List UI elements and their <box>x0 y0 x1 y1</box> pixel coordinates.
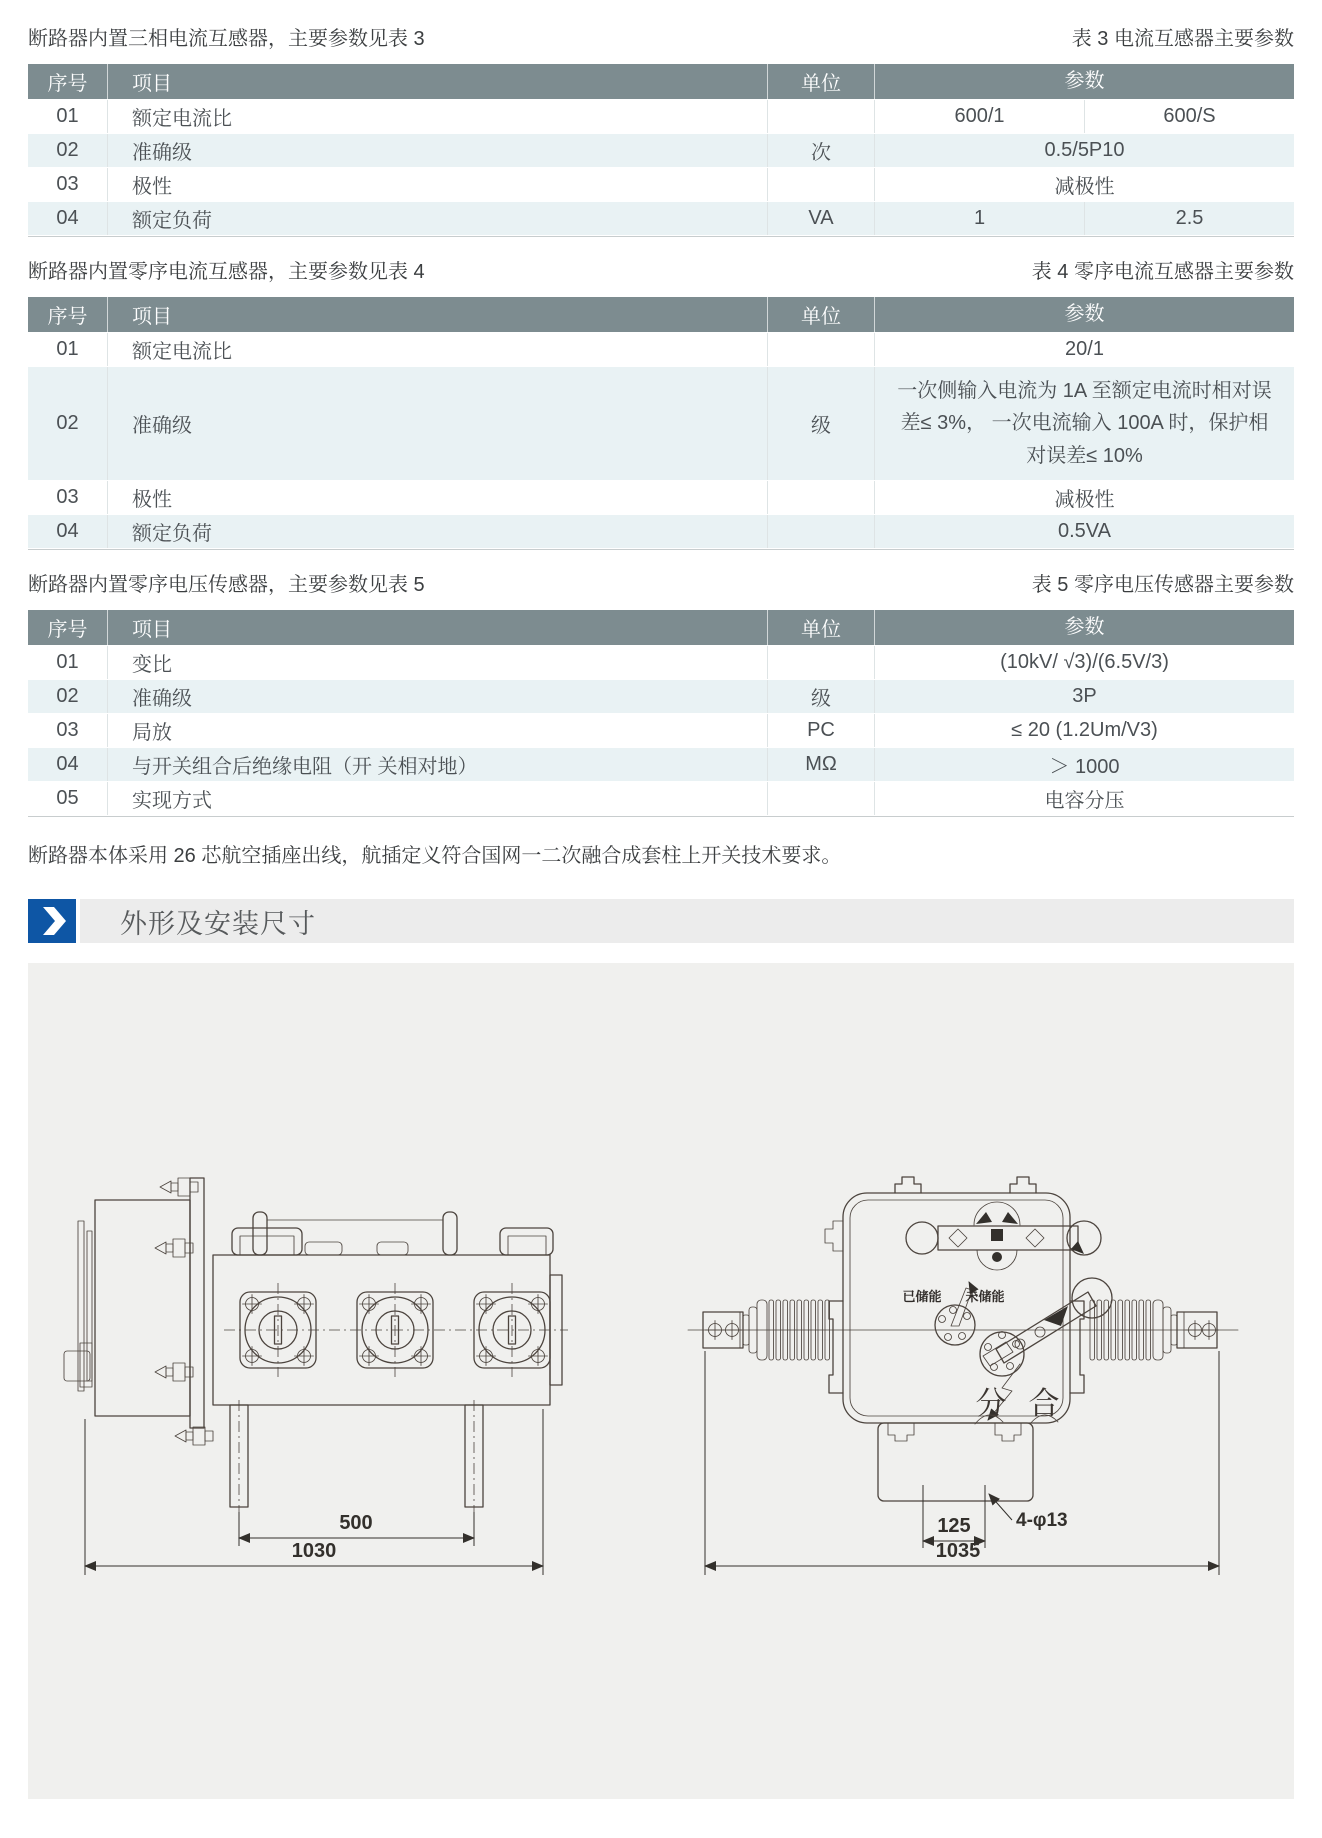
cell-item: 准确级 <box>107 680 767 713</box>
param-value: 2.5 <box>1084 202 1294 235</box>
section-title: 外形及安装尺寸 <box>120 908 316 939</box>
cell-index: 02 <box>56 412 79 435</box>
column-header: 项目 <box>107 64 767 99</box>
table-row <box>28 202 1294 236</box>
table-row <box>28 782 1294 816</box>
cell-item: 极性 <box>107 168 767 201</box>
cell-index: 01 <box>56 338 79 360</box>
param-value: 减极性 <box>1054 176 1115 198</box>
cell-index: 01 <box>56 105 79 127</box>
cell-item: 额定负荷 <box>107 515 767 548</box>
table4 <box>28 297 1294 550</box>
table3-caption-right: 表 3 电流互感器主要参数 <box>1071 28 1294 50</box>
cell-unit <box>767 100 874 133</box>
cell-unit <box>767 782 874 815</box>
table-row <box>28 646 1294 680</box>
dim-1035: 1035 <box>935 1540 981 1563</box>
cell-unit: PC <box>767 714 874 747</box>
table-row <box>28 481 1294 515</box>
param-value: ≤ 20 (1.2Um/V3) <box>1011 719 1158 742</box>
cell-item: 极性 <box>107 481 767 514</box>
table-row <box>28 134 1294 168</box>
cell-index: 01 <box>56 651 79 674</box>
front-view-drawing <box>688 1177 1238 1575</box>
table-row <box>28 680 1294 714</box>
page <box>0 26 1322 1799</box>
cell-index: 02 <box>56 685 79 708</box>
cell-params <box>874 782 1294 815</box>
section-title-bar <box>80 899 1294 943</box>
cell-unit <box>767 481 874 514</box>
column-header: 序号 <box>47 73 88 95</box>
table5-caption-right: 表 5 零序电压传感器主要参数 <box>1031 574 1294 597</box>
table4-caption-left: 断路器内置零序电流互感器，主要参数见表 4 <box>28 261 425 283</box>
param-value: (10kV/ √3)/(6.5V/3) <box>1000 651 1169 674</box>
label-close: 合 <box>1028 1386 1060 1422</box>
table5-caption <box>28 572 1294 598</box>
cell-params <box>874 646 1294 679</box>
column-header: 单位 <box>767 297 874 332</box>
cell-item: 与开关组合后绝缘电阻（开 关相对地） <box>107 748 767 781</box>
table-row <box>28 714 1294 748</box>
table-header-row <box>28 64 1294 100</box>
label-holes: 4-φ13 <box>1016 1510 1068 1532</box>
cell-item: 局放 <box>107 714 767 747</box>
table-row <box>28 515 1294 549</box>
cell-unit <box>767 515 874 548</box>
cell-params <box>874 515 1294 548</box>
cell-params <box>874 680 1294 713</box>
cell-item: 准确级 <box>107 134 767 167</box>
cell-unit: 级 <box>767 680 874 713</box>
cell-index: 03 <box>56 486 79 509</box>
table-row <box>28 168 1294 202</box>
outline-drawing-panel <box>28 963 1294 1799</box>
cell-unit <box>767 646 874 679</box>
column-header: 单位 <box>767 64 874 99</box>
cell-index: 05 <box>56 787 79 810</box>
cell-params <box>874 714 1294 747</box>
table-row <box>28 100 1294 134</box>
cell-index: 02 <box>56 139 79 161</box>
cell-index: 04 <box>56 753 79 776</box>
table4-caption-right: 表 4 零序电流互感器主要参数 <box>1031 261 1294 283</box>
cell-item: 额定负荷 <box>107 202 767 235</box>
column-header: 参数 <box>874 297 1294 332</box>
cell-item: 额定电流比 <box>107 333 767 366</box>
section-arrow-icon <box>28 899 76 943</box>
table-row <box>28 367 1294 481</box>
cell-unit: 级 <box>767 367 874 480</box>
cell-unit: MΩ <box>767 748 874 781</box>
cell-params <box>874 168 1294 201</box>
cell-item: 准确级 <box>107 367 767 480</box>
section-header <box>28 899 1294 943</box>
dim-1030: 1030 <box>291 1540 337 1563</box>
cell-index: 04 <box>56 207 79 229</box>
table5 <box>28 610 1294 817</box>
param-value: 电容分压 <box>1044 790 1125 813</box>
table3-caption <box>28 26 1294 52</box>
label-open: 分 <box>975 1386 1007 1422</box>
cell-index: 03 <box>56 173 79 195</box>
column-header: 参数 <box>874 64 1294 99</box>
param-value: 20/1 <box>1065 338 1104 360</box>
param-value: 一次侧输入电流为 1A 至额定电流时相对误差≤ 3%， 一次电流输入 100A 时，保护相对误差≤ 10% <box>897 380 1272 467</box>
param-value: 600/S <box>1084 100 1294 133</box>
column-header: 项目 <box>107 297 767 332</box>
cell-unit: 次 <box>767 134 874 167</box>
table3-caption-left: 断路器内置三相电流互感器，主要参数见表 3 <box>28 28 425 50</box>
cell-item: 变比 <box>107 646 767 679</box>
cell-unit <box>767 168 874 201</box>
cell-item: 额定电流比 <box>107 100 767 133</box>
param-value: 0.5VA <box>1058 520 1111 543</box>
param-value: 600/1 <box>954 105 1005 127</box>
dim-125: 125 <box>937 1515 971 1538</box>
cell-params <box>874 333 1294 366</box>
cell-params <box>874 202 1294 235</box>
cell-params <box>874 481 1294 514</box>
param-value: 减极性 <box>1054 489 1115 512</box>
column-header: 序号 <box>47 306 88 328</box>
table-row <box>28 333 1294 367</box>
body-note: 断路器本体采用 26 芯航空插座出线，航插定义符合国网一二次融合成套柱上开关技术要求。 <box>28 845 842 868</box>
table-row <box>28 748 1294 782</box>
table4-caption <box>28 259 1294 285</box>
column-header: 单位 <box>767 610 874 645</box>
param-value: ＞ 1000 <box>1049 756 1120 779</box>
dim-500: 500 <box>339 1512 373 1535</box>
param-value: 1 <box>973 207 986 229</box>
cell-unit: VA <box>767 202 874 235</box>
table3 <box>28 64 1294 237</box>
cell-item: 实现方式 <box>107 782 767 815</box>
label-uncharged: 未储能 <box>965 1289 1005 1305</box>
cell-params <box>874 100 1294 133</box>
column-header: 项目 <box>107 610 767 645</box>
table-header-row <box>28 610 1294 646</box>
column-header: 序号 <box>47 619 88 642</box>
label-charged: 已储能 <box>902 1289 942 1305</box>
table5-caption-left: 断路器内置零序电压传感器，主要参数见表 5 <box>28 574 425 597</box>
table-header-row <box>28 297 1294 333</box>
column-header: 参数 <box>874 610 1294 645</box>
cell-params <box>874 748 1294 781</box>
side-view-drawing <box>64 1178 568 1575</box>
cell-unit <box>767 333 874 366</box>
cell-index: 03 <box>56 719 79 742</box>
param-value: 3P <box>1072 685 1097 708</box>
cell-index: 04 <box>56 520 79 543</box>
cell-params <box>874 134 1294 167</box>
param-value: 0.5/5P10 <box>1044 139 1125 161</box>
cell-params <box>874 367 1294 480</box>
outline-drawing <box>28 963 1294 1799</box>
